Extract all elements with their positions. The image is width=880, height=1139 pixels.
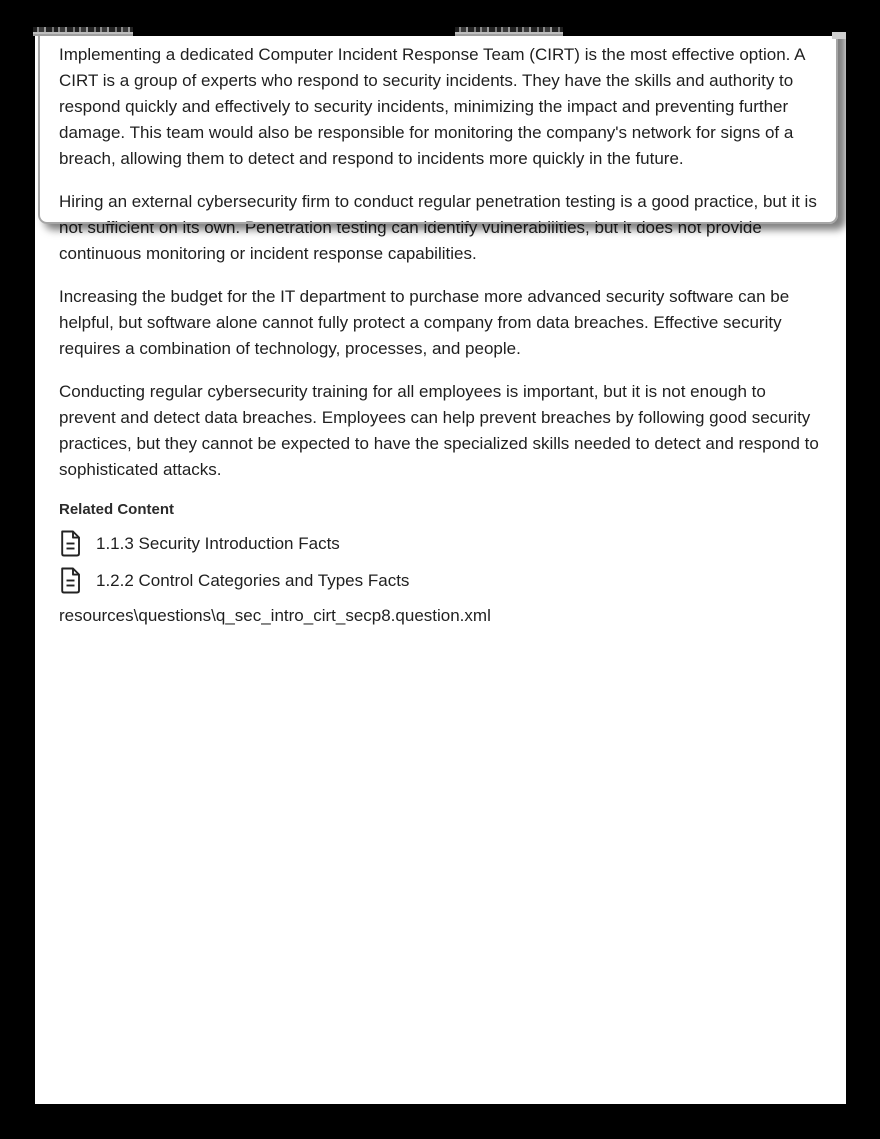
clipped-underline — [33, 32, 133, 36]
related-item-label: 1.1.3 Security Introduction Facts — [96, 533, 340, 553]
explanation-paragraph: Increasing the budget for the IT department to purchase more advanced security software can be helpful, but software alone cannot fully protect a company from data breaches. Effective security requires a combination of technology, processes, and people. — [59, 287, 790, 358]
content-page — [35, 36, 846, 1104]
clipped-text-fragment-left — [33, 27, 133, 36]
explanation-paragraph: Hiring an external cybersecurity firm to conduct regular penetration testing is a good practice, but it is not sufficient on its own. Penetration testing can identify vulnerabilities, but it does not provide continuous monitoring or incident response capabilities. — [59, 192, 817, 263]
explanation-paragraph: Implementing a dedicated Computer Incident Response Team (CIRT) is the most effective option. A CIRT is a group of experts who respond to security incidents. They have the skills and authority to respond quickly and effectively to security incidents, minimizing the impact and preventing further damage. This team would also be responsible for monitoring the company's network for signs of a breach, allowing them to detect and respond to incidents more quickly in the future. — [59, 45, 805, 168]
resource-path-text: resources\questions\q_sec_intro_cirt_secp8.question.xml — [59, 606, 491, 625]
document-icon — [59, 530, 82, 557]
related-item-1[interactable] — [59, 530, 820, 557]
scrollbar-thumb-fragment — [832, 32, 846, 39]
related-content-heading: Related Content — [59, 501, 175, 518]
related-item-2[interactable] — [59, 567, 820, 594]
clipped-text-fragment-center — [455, 27, 563, 36]
related-item-label: 1.2.2 Control Categories and Types Facts — [96, 570, 410, 590]
document-icon — [59, 567, 82, 594]
explanation-paragraph: Conducting regular cybersecurity training for all employees is important, but it is not enough to prevent and detect data breaches. Employees can help prevent breaches by following good security practices, but they cannot be expected to have the specialized skills needed to detect and respond to sophisticated attacks. — [59, 382, 819, 479]
explanation-text — [59, 42, 820, 483]
clipped-underline — [455, 32, 563, 36]
